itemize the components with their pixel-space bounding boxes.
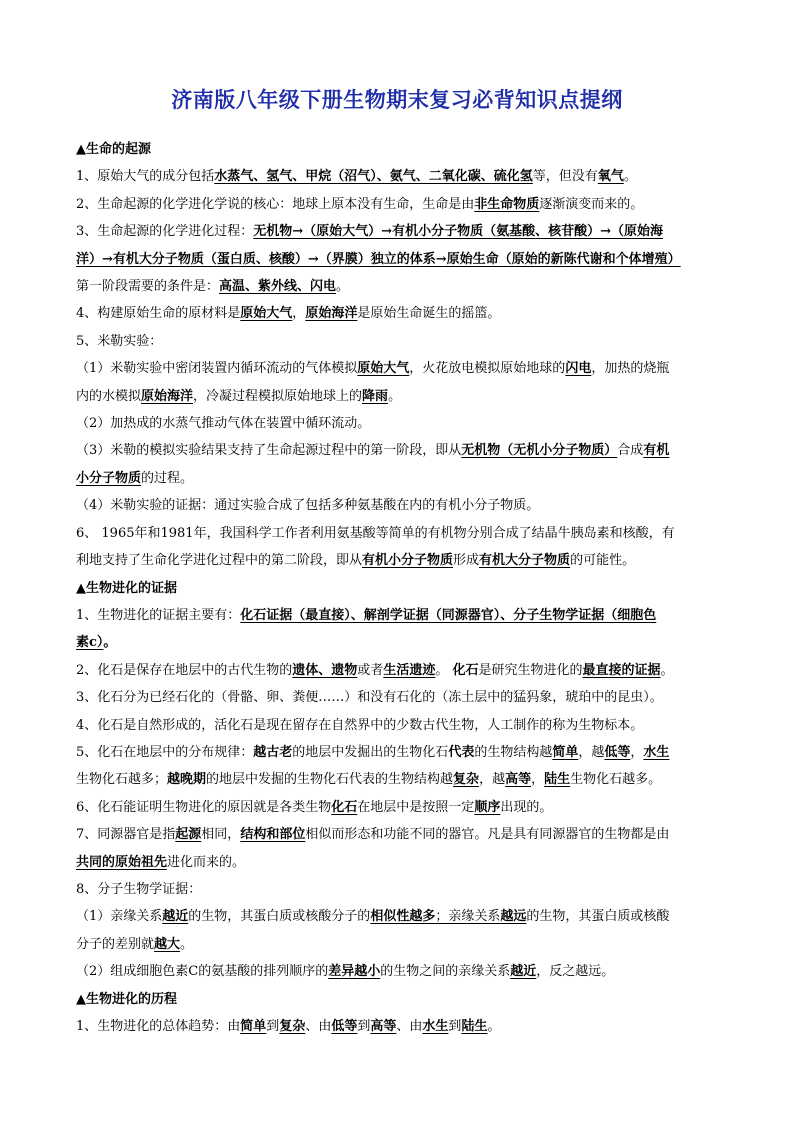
text: 2、化石是保存在地层中的古代生物的 bbox=[76, 662, 293, 678]
text: 、由 bbox=[396, 1019, 423, 1034]
evidence-8-heading: 8、分子生物学证据： bbox=[76, 881, 202, 897]
evidence-5-line-2 bbox=[76, 766, 726, 793]
keyword: 原始大气 bbox=[357, 361, 410, 377]
text: （1）米勒实验中密闭装置内循环流动的气体模拟 bbox=[76, 361, 358, 377]
text: 。 bbox=[623, 169, 637, 185]
paragraph-5-4: （4）米勒实验的证据：通过实验合成了包括多种氨基酸在内的有机小分子物质。 bbox=[76, 498, 540, 514]
keyword: 洋）→有机大分子物质（蛋白质、核酸）→（界膜）独立的体系→原始生命（原始的新陈代谢和个体增殖） bbox=[76, 251, 681, 267]
text: 第一阶段需要的条件是： bbox=[76, 279, 220, 295]
text: 是原始生命诞生的摇篮。 bbox=[357, 306, 501, 322]
keyword: 高等 bbox=[370, 1019, 397, 1034]
keyword: 越远 bbox=[500, 909, 527, 925]
text: 的生物结构越 bbox=[474, 744, 553, 760]
text: 1、生物进化的证据主要有： bbox=[76, 607, 241, 623]
text: ，越 bbox=[479, 772, 506, 788]
paragraph-6-line-2 bbox=[76, 547, 726, 574]
paragraph-5-2: （2）加热成的水蒸气推动气体在装置中循环流动。 bbox=[76, 416, 371, 432]
keyword: 有机大分子物质 bbox=[479, 553, 571, 569]
text: 。 bbox=[487, 1019, 501, 1034]
paragraph-3-line-3 bbox=[76, 273, 726, 300]
keyword: 陆生 bbox=[544, 772, 571, 788]
text: 相似而形态和功能不同的器官。凡是具有同源器官的生物都是由 bbox=[305, 827, 670, 843]
text: （1）亲缘关系 bbox=[76, 909, 163, 925]
paragraph-6-line-1: 6、 1965年和1981年，我国科学工作者利用氨基酸等简单的有机物分别合成了结晶牛胰岛素和核酸，有 bbox=[76, 525, 675, 541]
document-body bbox=[76, 136, 726, 1040]
keyword: 化石 bbox=[452, 662, 479, 678]
text: 。 bbox=[180, 936, 194, 952]
text: 的地层中发掘出的生物化石 bbox=[292, 744, 449, 760]
paragraph-5-1-line-2 bbox=[76, 383, 726, 410]
keyword: 最直接的证据 bbox=[582, 662, 661, 678]
text: 分子的差别就 bbox=[76, 936, 155, 952]
keyword: 起源 bbox=[175, 827, 202, 843]
keyword: 闪电 bbox=[565, 361, 592, 377]
text: ，冷凝过程模拟原始地球上的 bbox=[193, 388, 363, 404]
evidence-5-line-1 bbox=[76, 739, 726, 766]
text: 的生物，其蛋白质或核酸分子的 bbox=[188, 909, 371, 925]
text: 生物化石越多； bbox=[76, 772, 168, 788]
keyword: 越近 bbox=[510, 964, 537, 980]
text: ， bbox=[531, 772, 545, 788]
text: 到 bbox=[357, 1019, 371, 1034]
text: 3、生命起源的化学进化过程： bbox=[76, 224, 254, 240]
text: 的地层中发掘的生物化石代表的生物结构越 bbox=[206, 772, 454, 788]
keyword: 差异越小 bbox=[328, 964, 381, 980]
text: 形成 bbox=[453, 553, 480, 569]
paragraph-5-3-line-2 bbox=[76, 465, 726, 492]
evidence-4: 4、化石是自然形成的，活化石是现在留存在自然界中的少数古代生物，人工制作的称为生物标本。 bbox=[76, 717, 644, 733]
keyword: 有机 bbox=[643, 443, 670, 459]
text: ， bbox=[292, 306, 306, 322]
evidence-8-1-line-1 bbox=[76, 903, 726, 930]
evidence-1-line-2 bbox=[76, 629, 726, 656]
paragraph-4 bbox=[76, 300, 726, 327]
text: （3）米勒的模拟实验结果支持了生命起源过程中的第一阶段，即从 bbox=[76, 443, 462, 459]
keyword: 化石 bbox=[331, 799, 358, 815]
keyword: 无机物→（原始大气）→有机小分子物质（氨基酸、核苷酸）→（原始海 bbox=[253, 224, 663, 240]
document-title: 济南版八年级下册生物期末复习必背知识点提纲 bbox=[171, 88, 623, 112]
text: 。 bbox=[435, 662, 453, 678]
keyword: 简单 bbox=[552, 744, 579, 760]
text: 的生物，其蛋白质或核酸 bbox=[526, 909, 670, 925]
keyword: 原始海洋 bbox=[305, 306, 358, 322]
text: 出现的。 bbox=[500, 799, 553, 815]
keyword: 低等 bbox=[331, 1019, 358, 1034]
keyword: 顺序 bbox=[474, 799, 501, 815]
text: 、由 bbox=[305, 1019, 332, 1034]
keyword: 越近 bbox=[162, 909, 189, 925]
section-heading-origin-of-life: ▲生命的起源 bbox=[76, 142, 151, 157]
keyword: 降雨 bbox=[362, 388, 389, 404]
text: 。 bbox=[336, 279, 350, 295]
keyword: 简单 bbox=[240, 1019, 267, 1034]
keyword: 越晚期 bbox=[167, 772, 207, 788]
section-heading-evidence: ▲生物进化的证据 bbox=[76, 580, 177, 596]
keyword: 遗体、遗物 bbox=[292, 662, 358, 678]
paragraph-5-3-line-1 bbox=[76, 437, 726, 464]
text: ，火花放电模拟原始地球的 bbox=[409, 361, 566, 377]
keyword: 结构和部位 bbox=[240, 827, 306, 843]
text: 。 bbox=[660, 662, 674, 678]
text: 2、生命起源的化学进化学说的核心：地球上原本没有生命，生命是由 bbox=[76, 196, 475, 212]
paragraph-3-line-2 bbox=[76, 246, 726, 273]
keyword: 高温、紫外线、闪电 bbox=[219, 279, 337, 295]
keyword: 陆生 bbox=[461, 1019, 488, 1034]
evidence-6 bbox=[76, 794, 726, 821]
section-heading-history: ▲生物进化的历程 bbox=[76, 991, 177, 1007]
text: 1、生物进化的总体趋势：由 bbox=[76, 1019, 241, 1034]
text: ， bbox=[630, 744, 644, 760]
evidence-7-line-1 bbox=[76, 821, 726, 848]
keyword: 高等 bbox=[505, 772, 532, 788]
text: 。 bbox=[388, 388, 402, 404]
keyword: 原始海洋 bbox=[141, 388, 194, 404]
keyword: 水生 bbox=[422, 1019, 449, 1034]
keyword: 小分子物质 bbox=[76, 470, 142, 486]
keyword: 素c） bbox=[76, 635, 104, 651]
text: 进化而来的。 bbox=[167, 854, 246, 870]
text: 合成 bbox=[617, 443, 644, 459]
text: 逐渐演变而来的。 bbox=[539, 196, 644, 212]
evidence-8-2 bbox=[76, 958, 726, 985]
text: 等，但没有 bbox=[532, 169, 598, 185]
paragraph-5-1-line-1 bbox=[76, 355, 726, 382]
keyword: 非生命物质 bbox=[474, 196, 540, 212]
text: 的过程。 bbox=[141, 470, 194, 486]
text: ；亲缘关系 bbox=[435, 909, 501, 925]
keyword: 水蒸气、氢气、甲烷（沼气）、氨气、二氧化碳、硫化氢 bbox=[214, 169, 533, 185]
evidence-8-1-line-2 bbox=[76, 931, 726, 958]
keyword: 越古老 bbox=[253, 744, 293, 760]
keyword: 低等 bbox=[604, 744, 631, 760]
text: 到 bbox=[266, 1019, 280, 1034]
keyword: 无机物（无机小分子物质） bbox=[461, 443, 618, 459]
text: 内的水模拟 bbox=[76, 388, 142, 404]
text: 的生物之间的亲缘关系 bbox=[380, 964, 511, 980]
text: 到 bbox=[448, 1019, 462, 1034]
evidence-7-line-2 bbox=[76, 849, 726, 876]
keyword: 有机小分子物质 bbox=[362, 553, 454, 569]
evidence-3: 3、化石分为已经石化的（骨骼、卵、粪便……）和没有石化的（冻土层中的猛犸象，琥珀中的昆虫）。 bbox=[76, 690, 663, 706]
text: 6、化石能证明生物进化的原因就是各类生物 bbox=[76, 799, 332, 815]
text: ，越 bbox=[578, 744, 605, 760]
text: 相同， bbox=[201, 827, 241, 843]
text: （2）组成细胞色素C的氨基酸的排列顺序的 bbox=[76, 964, 329, 980]
keyword: 共同的原始祖先 bbox=[76, 854, 168, 870]
evidence-1-line-1 bbox=[76, 602, 726, 629]
text: ，加热的烧瓶 bbox=[591, 361, 670, 377]
text: ，反之越远。 bbox=[536, 964, 615, 980]
text: 生物化石越多。 bbox=[570, 772, 662, 788]
evidence-2 bbox=[76, 657, 726, 684]
keyword: 复杂 bbox=[279, 1019, 306, 1034]
keyword: 越大 bbox=[154, 936, 181, 952]
paragraph-1 bbox=[76, 163, 726, 190]
keyword: 水生 bbox=[643, 744, 670, 760]
text: 5、化石在地层中的分布规律： bbox=[76, 744, 254, 760]
keyword: 相似性越多 bbox=[370, 909, 436, 925]
history-1 bbox=[76, 1013, 726, 1040]
text: 7、同源器官是指 bbox=[76, 827, 176, 843]
paragraph-2 bbox=[76, 191, 726, 218]
text: 或者 bbox=[357, 662, 384, 678]
text: 在地层中是按照一定 bbox=[357, 799, 475, 815]
keyword: 复杂 bbox=[453, 772, 480, 788]
keyword: 化石证据（最直接）、解剖学证据（同源器官）、分子生物学证据（细胞色 bbox=[240, 607, 657, 623]
keyword: 原始大气 bbox=[240, 306, 293, 322]
text: 4、构建原始生命的原材料是 bbox=[76, 306, 241, 322]
text: 1、原始大气的成分包括 bbox=[76, 169, 215, 185]
text: 利地支持了生命化学进化过程中的第二阶段，即从 bbox=[76, 553, 363, 569]
text: 的可能性。 bbox=[570, 553, 636, 569]
paragraph-3-line-1 bbox=[76, 218, 726, 245]
keyword: 代表 bbox=[448, 744, 475, 760]
text: 是研究生物进化的 bbox=[478, 662, 583, 678]
paragraph-5-heading: 5、米勒实验： bbox=[76, 333, 163, 349]
keyword: 氧气 bbox=[597, 169, 624, 185]
keyword: 生活遗迹 bbox=[383, 662, 436, 678]
text: 。 bbox=[103, 635, 117, 651]
